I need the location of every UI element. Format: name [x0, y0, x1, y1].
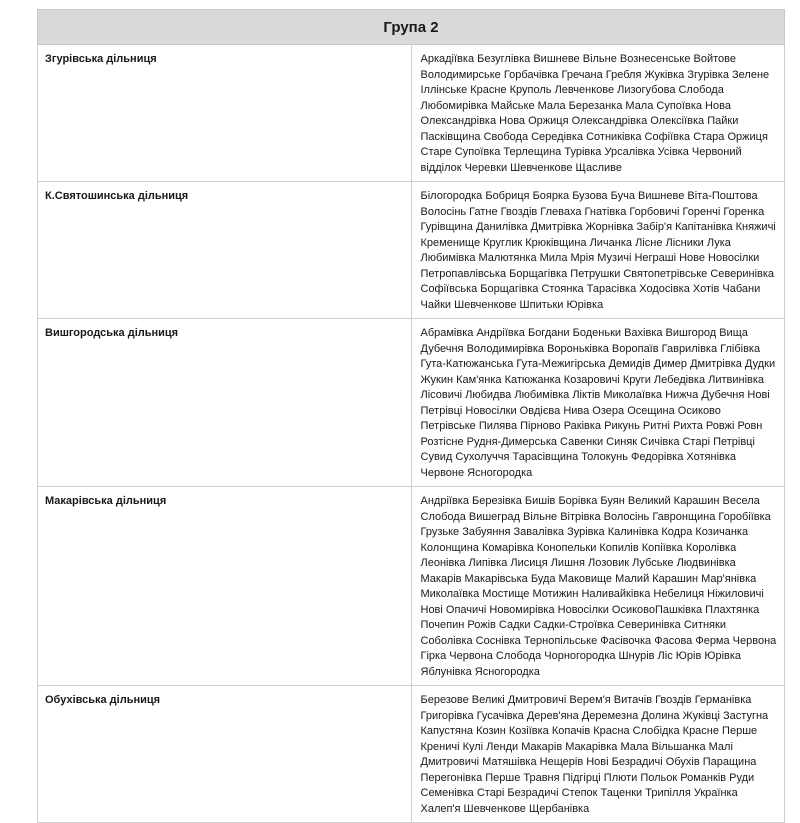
- group-table: [37, 9, 785, 823]
- village-list: Аркадіївка Безуглівка Вишневе Вільне Вознесенське Войтове Володимирське Горбачівка Гречана Гребля Жуківка Згурівка Зелене Іллінське Красне Круполь Левченкове Лизогубова Слобода Любомирівка Майське Мала Березанка Мала Супоївка Нова Олександрівка Нова Оржиця Олександрівка Олексіївка Пайки Пасківщина Свобода Середівка Сотниківка Софіївка Стара Оржиця Старе Супоївка Терлещина Турівка Урсалівка Усівка Червоний відділок Черевки Шевченкове Щасливе: [411, 45, 785, 182]
- village-list: Абрамівка Андріївка Богдани Боденьки Вахівка Вишгород Вища Дубечня Володимирівка Вороньківка Воропаїв Гаврилівка Глібівка Гута-Катюжанська Гута-Межигірська Демидів Димер Дмитрівка Дудки Жукин Кам'янка Катюжанка Козаровичі Круги Лебедівка Литвинівка Лісовичі Любидва Любимівка Ліктів Миколаївка Нижча Дубечня Нові Петрівці Новосілки Овдієва Нива Озера Осещина Осиково Петрівське Пилява Пірново Раківка Рикунь Ритні Рихта Ровжі Ровн Розтісне Рудня-Димерська Савенки Синяк Сичівка Старі Петрівці Сувид Сухолуччя Тарасівщина Толокунь Федорівка Хотянівка Червоне Ясногородка: [411, 319, 785, 487]
- table-row: [38, 319, 785, 487]
- district-name: К.Святошинська дільниця: [38, 182, 412, 319]
- district-name: Макарівська дільниця: [38, 487, 412, 686]
- group-header-row: [38, 10, 785, 45]
- village-list: Андріївка Березівка Бишів Борівка Буян Великий Карашин Весела Слобода Вишеград Вільне Вітрівка Волосінь Гавронщина Горобіївка Грузьке Забуяння Завалівка Зурівка Калинівка Кодра Козичанка Колонщина Комарівка Конопельки Копилів Копіївка Королівка Леонівка Липівка Лисиця Лишня Лозовик Лубське Людвинівка Макарів Макарівська Буда Маковище Малий Карашин Мар'янівка Миколаївка Мостище Мотижин Наливайківка Небелиця Ніжиловичі Нові Опачичі Новомирівка Новосілки ОсиковоПашківка Плахтянка Почепин Рожів Садки Садки-Строївка Северинівка Ситняки Соболівка Соснівка Тернопільське Фасівочка Фасова Ферма Червона Гірка Червона Слобода Чорногородка Шнурів Ліс Юрів Юрівка Яблунівка Ясногородка: [411, 487, 785, 686]
- village-list: Березове Великі Дмитровичі Верем'я Витачів Гвоздів Германівка Григорівка Гусачівка Дерев'яна Деремезна Долина Жуківці Застугна Капустяна Козин Козіївка Копачів Красна Слобідка Красне Перше Креничі Кулі Ленди Макарів Макарівка Мала Вільшанка Малі Дмитровичі Матяшівка Нещерів Нові Безрадичі Обухів Паращина Перегонівка Перше Травня Підгірці Плюти Польок Романків Руди Семенівка Старі Безрадичі Степок Таценки Трипілля Українка Халеп'я Шевченкове Щербанівка: [411, 686, 785, 823]
- district-name: Вишгородська дільниця: [38, 319, 412, 487]
- district-name: Обухівська дільниця: [38, 686, 412, 823]
- table-row: [38, 45, 785, 182]
- district-name: Згурівська дільниця: [38, 45, 412, 182]
- village-list: Білогородка Бобриця Боярка Бузова Буча Вишневе Віта-Поштова Волосінь Гатне Гвоздів Глеваха Гнатівка Горбовичі Горенчі Горенка Гурівщина Данилівка Дмитрівка Жорнівка Забір'я Капітанівка Княжичі Кременище Круглик Крюківщина Личанка Лісне Лісники Лука Любимівка Малютянка Мила Мрія Музичі Неграші Нове Новосілки Петропавлівська Борщагівка Петрушки Святопетрівське Северинівка Софіївська Борщагівка Стоянка Тарасівка Ходосівка Хотів Чабани Чайки Шевченкове Шпитьки Юрівка: [411, 182, 785, 319]
- table-row: [38, 182, 785, 319]
- table-row: [38, 487, 785, 686]
- group-header: Група 2: [38, 10, 785, 45]
- table-row: [38, 686, 785, 823]
